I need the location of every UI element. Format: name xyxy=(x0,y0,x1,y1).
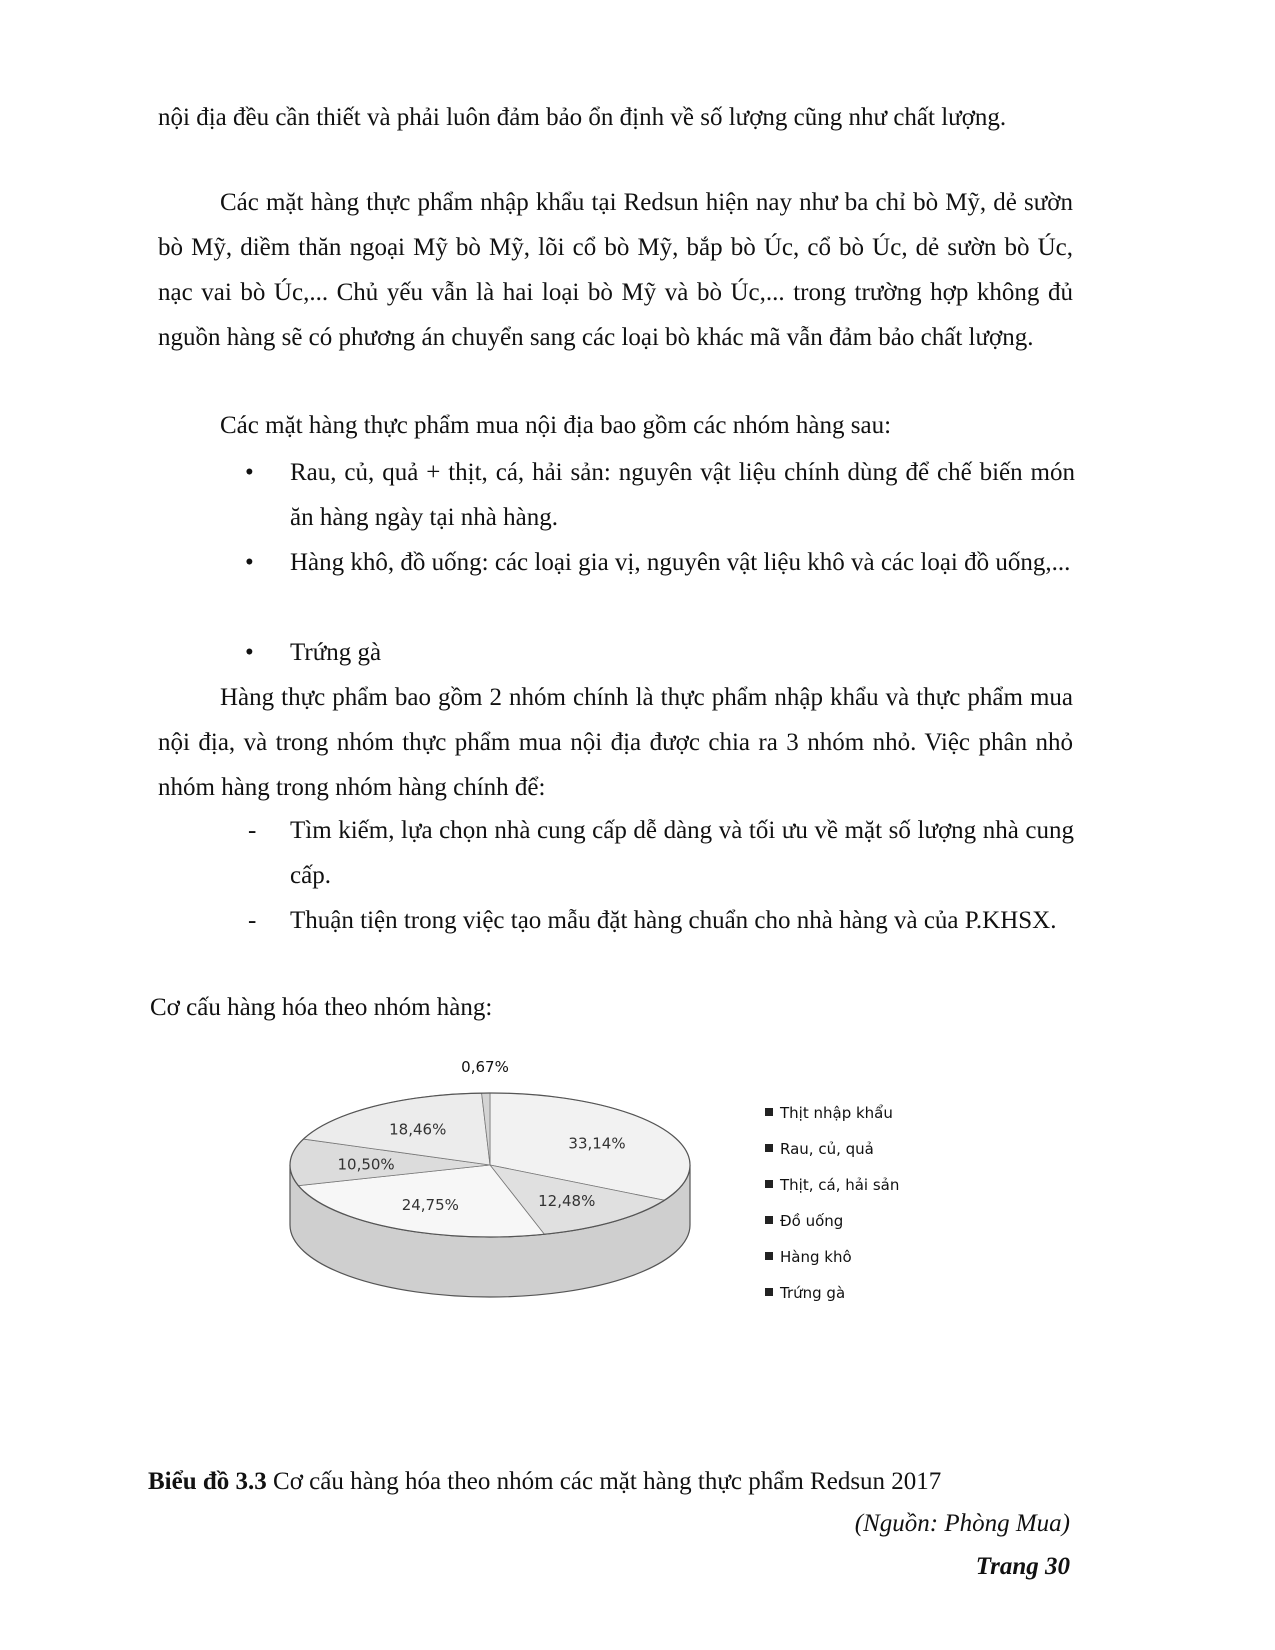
figure-caption-label: Biểu đồ 3.3 xyxy=(148,1468,267,1495)
paragraph-group-summary: Hàng thực phẩm bao gồm 2 nhóm chính là thực phẩm nhập khẩu và thực phẩm mua nội địa, và trong nhóm thực phẩm mua nội địa được chia ra 3 nhóm nhỏ. Việc phân nhỏ nhóm hàng trong nhóm hàng chính để: xyxy=(158,684,1073,801)
bullet-item xyxy=(245,450,1075,540)
bullet-text: Trứng gà xyxy=(290,639,382,666)
paragraph-chart-intro: Cơ cấu hàng hóa theo nhóm hàng: xyxy=(150,994,493,1021)
dash-item xyxy=(248,808,1074,898)
page-number: Trang 30 xyxy=(975,1553,1070,1580)
dash-item xyxy=(248,898,1074,943)
pie-data-label: 24,75% xyxy=(401,1196,459,1215)
dash-text: Thuận tiện trong việc tạo mẫu đặt hàng chuẩn cho nhà hàng và của P.KHSX. xyxy=(290,907,1057,934)
legend-label: Thịt, cá, hải sản xyxy=(780,1176,900,1194)
pie-data-label: 18,46% xyxy=(389,1120,447,1139)
figure-caption-text: Cơ cấu hàng hóa theo nhóm các mặt hàng thực phẩm Redsun 2017 xyxy=(266,1468,942,1495)
pie-data-label: 12,48% xyxy=(538,1192,596,1211)
bullet-marker: • xyxy=(245,459,254,486)
legend-swatch xyxy=(765,1288,773,1296)
legend-label: Thịt nhập khẩu xyxy=(780,1104,893,1122)
legend-label: Đồ uống xyxy=(780,1212,844,1230)
pie-data-label: 0,67% xyxy=(461,1058,509,1076)
figure-caption xyxy=(148,1465,1078,1499)
bullet-text: Hàng khô, đồ uống: các loại gia vị, nguyên vật liệu khô và các loại đồ uống,... xyxy=(290,549,1071,576)
legend-swatch xyxy=(765,1108,773,1116)
figure-source: (Nguồn: Phòng Mua) xyxy=(854,1510,1070,1537)
legend-label: Trứng gà xyxy=(780,1284,846,1302)
legend-swatch xyxy=(765,1252,773,1260)
dash-marker: - xyxy=(248,907,257,934)
bullet-text: Rau, củ, quả + thịt, cá, hải sản: nguyên vật liệu chính dùng để chế biến món ăn hàng ngày tại nhà hàng. xyxy=(290,459,1075,531)
paragraph-imported-goods: Các mặt hàng thực phẩm nhập khẩu tại Redsun hiện nay như ba chỉ bò Mỹ, dẻ sườn bò Mỹ, diềm thăn ngoại Mỹ bò Mỹ, lõi cổ bò Mỹ, bắp bò Úc, cổ bò Úc, dẻ sườn bò Úc, nạc vai bò Úc,... Chủ yếu vẫn là hai loại bò Mỹ và bò Úc,... trong trường hợp không đủ nguồn hàng sẽ có phương án chuyển sang các loại bò khác mã vẫn đảm bảo chất lượng. xyxy=(158,189,1073,351)
pie-chart xyxy=(280,1058,1000,1390)
bullet-item xyxy=(245,630,1075,675)
legend-swatch xyxy=(765,1216,773,1224)
legend-label: Rau, củ, quả xyxy=(780,1140,874,1158)
legend-swatch xyxy=(765,1144,773,1152)
pie-data-label: 10,50% xyxy=(337,1155,395,1174)
pie-data-label: 33,14% xyxy=(568,1134,626,1153)
dash-marker: - xyxy=(248,817,257,844)
bullet-marker: • xyxy=(245,549,254,576)
legend-label: Hàng khô xyxy=(780,1248,852,1266)
legend-swatch xyxy=(765,1180,773,1188)
paragraph-intro-continued: nội địa đều cần thiết và phải luôn đảm bảo ổn định về số lượng cũng như chất lượng. xyxy=(158,104,1007,131)
paragraph-domestic-groups: Các mặt hàng thực phẩm mua nội địa bao gồm các nhóm hàng sau: xyxy=(220,412,892,439)
bullet-marker: • xyxy=(245,639,254,666)
bullet-item xyxy=(245,540,1075,585)
pie-chart-svg xyxy=(280,1058,1000,1390)
dash-text: Tìm kiếm, lựa chọn nhà cung cấp dễ dàng và tối ưu về mặt số lượng nhà cung cấp. xyxy=(290,817,1074,889)
